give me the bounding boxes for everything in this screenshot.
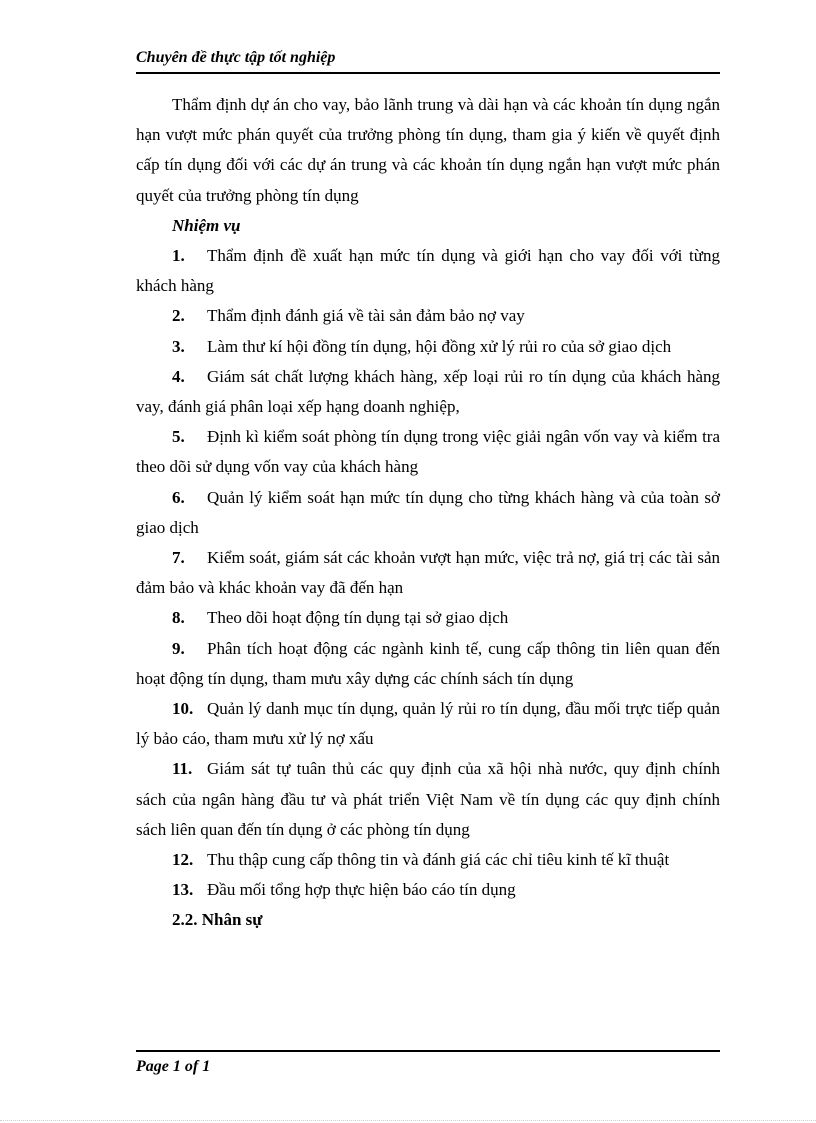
page-header bbox=[136, 46, 720, 74]
list-item bbox=[136, 845, 720, 875]
list-item-number: 1. bbox=[172, 246, 185, 266]
page-number: Page 1 of 1 bbox=[136, 1058, 211, 1075]
list-item-text: Định kì kiểm soát phòng tín dụng trong việc giải ngân vốn vay và kiểm tra theo dõi sử dụng vốn vay của khách hàng bbox=[136, 427, 720, 477]
list-item-text: Giám sát tự tuân thủ các quy định của xã hội nhà nước, quy định chính sách của ngân hàng đầu tư và phát triển Việt Nam về tín dụng các quy định chính sách liên quan đến tín dụng ở các phòng tín dụng bbox=[136, 759, 720, 839]
list-item bbox=[136, 362, 720, 422]
list-item bbox=[136, 483, 720, 543]
list-item-text: Thẩm định đánh giá về tài sản đảm bảo nợ vay bbox=[207, 306, 525, 326]
list-item-number: 9. bbox=[172, 638, 185, 658]
list-item-text: Làm thư kí hội đồng tín dụng, hội đồng xử lý rủi ro của sở giao dịch bbox=[207, 336, 672, 356]
list-item-number: 3. bbox=[172, 336, 185, 356]
list-item-number: 11. bbox=[172, 759, 193, 779]
list-item bbox=[136, 422, 720, 482]
list-item bbox=[136, 241, 720, 301]
list-item-number: 12. bbox=[172, 850, 194, 870]
list-item-text: Giám sát chất lượng khách hàng, xếp loại rủi ro tín dụng của khách hàng vay, đánh giá phân loại xếp hạng doanh nghiệp, bbox=[136, 366, 720, 417]
list-item-number: 13. bbox=[172, 880, 194, 900]
list-item-text: Kiểm soát, giám sát các khoản vượt hạn mức, việc trả nợ, giá trị các tài sản đảm bảo và khác khoản vay đã đến hạn bbox=[136, 548, 720, 598]
duties-heading: Nhiệm vụ bbox=[172, 215, 241, 235]
list-item-number: 8. bbox=[172, 608, 185, 628]
list-item-text: Quản lý kiểm soát hạn mức tín dụng cho từng khách hàng và của toàn sở giao dịch bbox=[136, 487, 720, 537]
list-item bbox=[136, 603, 720, 633]
list-item-text: Thu thập cung cấp thông tin và đánh giá các chỉ tiêu kinh tế kĩ thuật bbox=[207, 850, 670, 870]
list-item-number: 10. bbox=[172, 699, 194, 719]
list-item-text: Theo dõi hoạt động tín dụng tại sở giao dịch bbox=[207, 608, 509, 628]
list-item-text: Đầu mối tổng hợp thực hiện báo cáo tín dụng bbox=[207, 880, 516, 900]
page-footer bbox=[136, 1050, 720, 1075]
header-title: Chuyên đề thực tập tốt nghiệp bbox=[136, 49, 336, 66]
list-item-number: 5. bbox=[172, 427, 185, 447]
section-heading: 2.2. Nhân sự bbox=[172, 910, 263, 930]
document-body bbox=[136, 90, 720, 936]
list-item bbox=[136, 694, 720, 754]
page-bottom-divider bbox=[0, 1120, 816, 1121]
list-item-text: Thẩm định đề xuất hạn mức tín dụng và giới hạn cho vay đối với từng khách hàng bbox=[136, 246, 720, 296]
list-item bbox=[136, 875, 720, 905]
list-item-number: 4. bbox=[172, 366, 185, 386]
list-item-number: 7. bbox=[172, 548, 185, 568]
list-item-text: Phân tích hoạt động các ngành kinh tế, cung cấp thông tin liên quan đến hoạt động tín dụng, tham mưu xây dựng các chính sách tín dụng bbox=[136, 638, 720, 688]
list-item-text: Quản lý danh mục tín dụng, quản lý rủi ro tín dụng, đầu mối trực tiếp quản lý bảo cáo, tham mưu xử lý nợ xấu bbox=[136, 699, 720, 749]
list-item bbox=[136, 332, 720, 362]
intro-paragraph: Thẩm định dự án cho vay, bảo lãnh trung và dài hạn và các khoản tín dụng ngắn hạn vượt mức phán quyết của trưởng phòng tín dụng, tham gia ý kiến về quyết định cấp tín dụng đối với các dự án trung và các khoản tín dụng ngắn hạn vượt mức phán quyết của trưởng phòng tín dụng bbox=[136, 95, 720, 205]
list-item bbox=[136, 754, 720, 845]
list-item bbox=[136, 634, 720, 694]
list-item bbox=[136, 543, 720, 603]
list-item bbox=[136, 301, 720, 331]
list-item-number: 6. bbox=[172, 487, 185, 507]
list-item-number: 2. bbox=[172, 306, 185, 326]
